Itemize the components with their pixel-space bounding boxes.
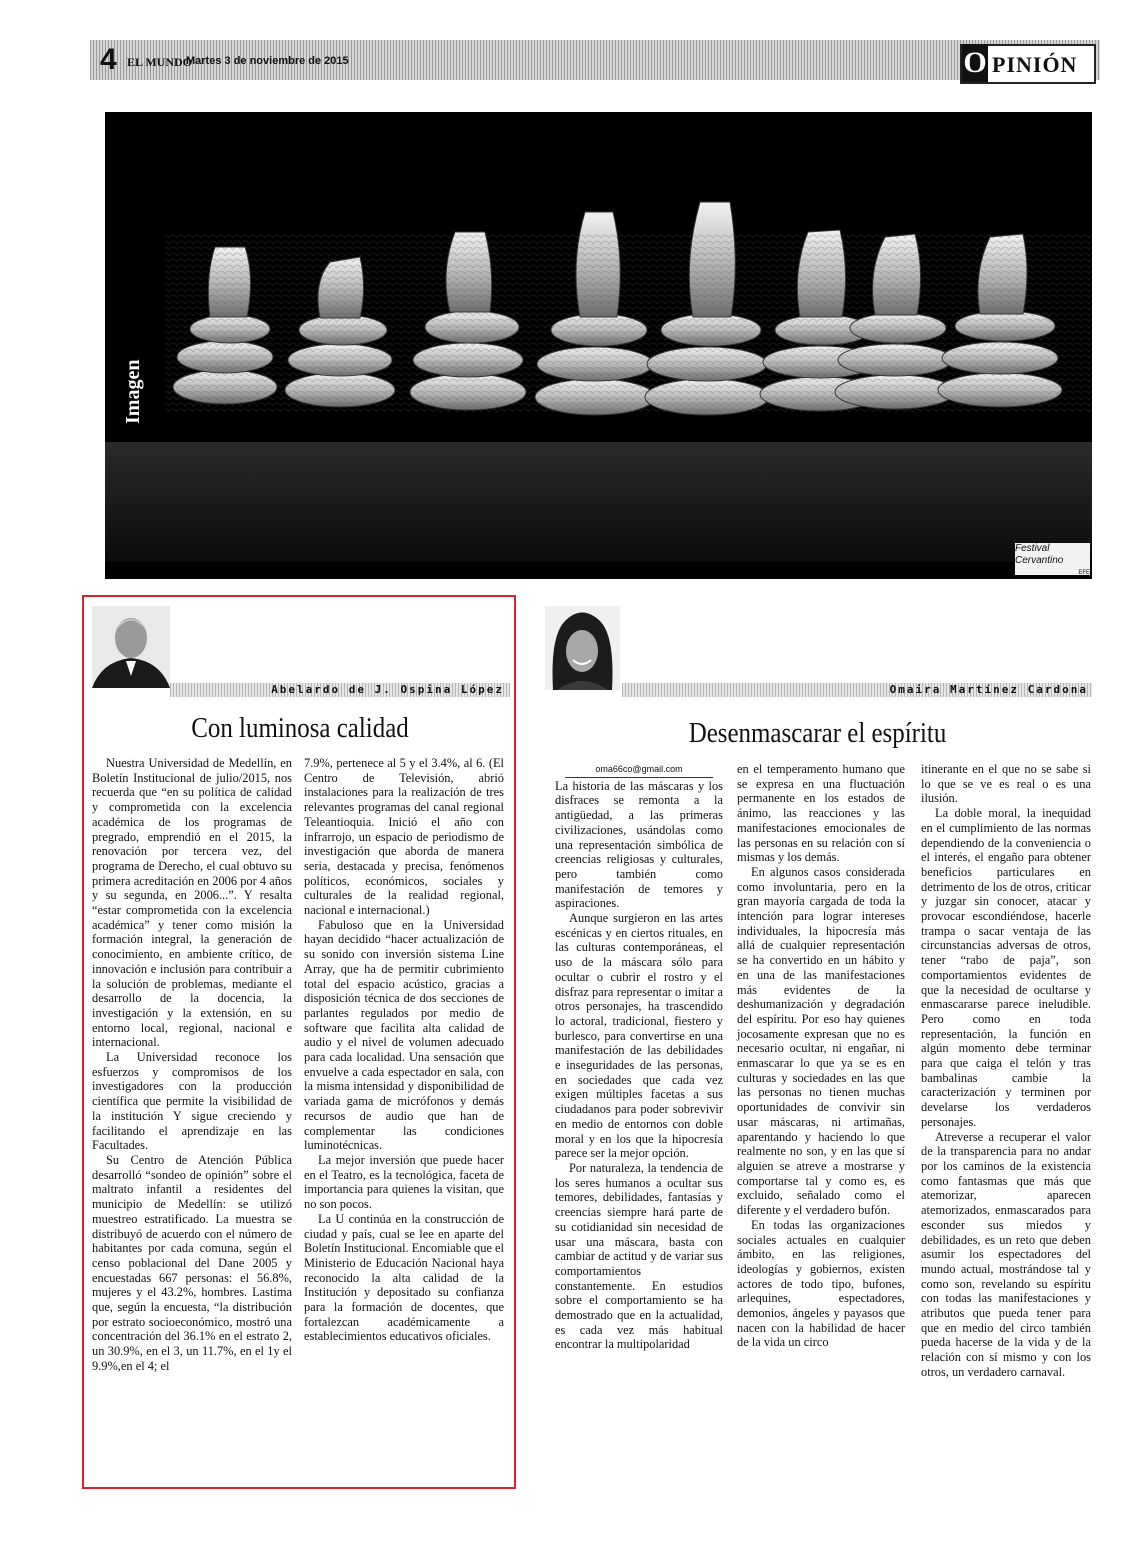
paragraph: 7.9%, pertenece al 5 y el 3.4%, al 6. (El Centro de Televisión, abrió instalaciones para la realización de tres relevantes programas del canal regional Teleantioquia. Inició el año con infrarrojo, un espacio de periodismo de investigación que aborda de manera seria, destacada y precisa, fenómenos políticos, económicos, sociales y culturales de la realidad regional, nacional e internacional.) — [304, 756, 504, 918]
author-photo — [92, 606, 170, 688]
feature-photo — [105, 112, 1092, 579]
paragraph: La historia de las máscaras y los disfraces se remonta a la antigüedad, a las primeras civilizaciones, usándolas como una representación simbólica de creencias religiosas y culturales, pero también como manifestación de temores y aspiraciones. — [555, 778, 723, 911]
author-name: Abelardo de J. Ospina López — [271, 683, 504, 696]
paragraph: Fabuloso que en la Universidad hayan decidido “hacer actualización de su sonido con inversión sistema Line Array, que ha de permitir cubrimiento total del espacio acústico, gracias a disposición técnica de dos secciones de parlantes regulados por medio de software que facilita alta calidad de audio y el nivel de volumen adecuado para cada localidad. Una sensación que envuelve a cada espectador en sala, con la misma intensidad y disponibilidad de variada gama de micrófonos y demás recursos de audio que han de complementar las condiciones luminotécnicas. — [304, 917, 504, 1153]
section-name: PINIÓN — [992, 52, 1078, 77]
paragraph: itinerante en el que no se sabe si lo que se ve es real o es una ilusión. — [921, 762, 1091, 806]
paragraph: Por naturaleza, la tendencia de los seres humanos a ocultar sus temores, debilidades, fantasías y creencias siempre hará parte de su cotidianidad sin necesidad de usar una máscara, basta con cambiar de actitud y de variar sus comportamientos constantemente. En estudios sobre el comportamiento se ha demostrado que en la actualidad, es cada vez más habitual encontrar la multipolaridad — [555, 1160, 723, 1352]
image-section-label: Imagen — [122, 359, 144, 424]
article-column-1 — [555, 762, 723, 1352]
paragraph: La doble moral, la inequidad en el cumplimiento de las normas dependiendo de la conveniencia o el interés, el engaño para obtener beneficios particulares en detrimento de los de otros, criticar y juzgar sin conocer, atacar y provocar escondiéndose, hacerle trampa o sacar ventaja de las circunstancias adversas de otros, tener “rabo de paja”, son comportamientos evidentes de que la necesidad de ocultarse y enmascararse parece ineludible. Pero como en toda representación, la función en algún momento debe terminar para que caiga el telón y tras bambalinas cambie la caracterización y terminen por develarse los verdaderos personajes. — [921, 806, 1091, 1129]
paragraph: La Universidad reconoce los esfuerzos y compromisos de los investigadores con la producción científica que permite la visibilidad de la institución Y sigue creciendo y facilitando el aprendizaje en las Facultades. — [92, 1050, 292, 1153]
paragraph: En todas las organizaciones sociales actuales en cualquier ámbito, en las religiones, ideologías y gobiernos, existen actores de todo tipo, bufones, arlequines, espectadores, demonios, ángeles y payasos que nacen con la habilidad de hacer de la vida un circo — [737, 1217, 905, 1350]
paragraph: En algunos casos considerada como involuntaria, pero en la gran mayoría cargada de toda la intención para lograr intereses individuales, la hipocresía más allá de cualquier representación se ha convertido en un hábito y en una de las manifestaciones más evidentes de la deshumanización y degradación del espíritu. Por eso hay quienes jocosamente expresan que no es necesario ocultar, ni engañar, ni enmascarar lo que ya se es en culturas y sociedades en las que las personas no tienen muchas oportunidades de convivir sin usar máscaras, ni artimañas, aparentando y haciendo lo que realmente no son, y en las que sí alguien se atreve a mostrarse y comportarse tal y como es, es excluido, señalado como el diferente y el verdadero bufón. — [737, 864, 905, 1218]
section-title — [960, 44, 1096, 84]
paragraph: La U continúa en la construcción de ciudad y país, cual se lee en aparte del Boletín Institucional. Encomiable que el Ministerio de Educación Nacional haya reconocido la alta calidad de la Institución y depositado su confianza para la formación de docentes, que fortalezcan académicamente a establecimientos educativos oficiales. — [304, 1211, 504, 1344]
paragraph: Nuestra Universidad de Medellín, en Boletín Institucional de julio/2015, nos recuerda que “en su política de calidad y comprometida con la excelencia académica de los programas de pregrado, emprendió en el 2015, la renovación por tercera vez, del programa de Derecho, el cual obtuvo su primera acreditación en 2006 por 4 años y su segunda, en 2006...”. Y resalta “estar comprometida con la excelencia académica” y tener como misión la formación integral, la generación de conocimiento, en ambiente crítico, de innovación e inclusión para contribuir a la solución de problemas, mediante el desarrollo de la docencia, la investigación y la extensión, en su entorno local, regional, nacional e internacional. — [92, 756, 292, 1050]
author-name: Omaira Martínez Cardona — [889, 683, 1088, 696]
article-column-2 — [737, 762, 905, 1350]
photo-caption — [1015, 543, 1090, 575]
page-number: 4 — [100, 43, 117, 76]
paragraph: Su Centro de Atención Pública desarrolló “sondeo de opinión” sobre el maltrato infantil a residentes del municipio de Medellín: se utilizó muestreo estratificado. La muestra se distribuyó de acuerdo con el número de habitantes por cada comuna, según el censo poblacional del Dane 2005 y encuestadas 667 personas: el 56.8%, mujeres y el 43.2%, hombres. Lastima que, según la encuesta, “la distribución por estrato socioeconómico, mostró una concentración del 36.1% en el estrato 2, un 30.9%, en el 3, un 11.7%, en el 1y el 9.9%,en el 4; el — [92, 1152, 292, 1373]
article-column-3 — [921, 762, 1091, 1380]
author-email: oma66co@gmail.com — [565, 762, 713, 778]
paragraph: Atreverse a recuperar el valor de la transparencia para no andar por los caminos de la existencia como fantasmas que más que atemorizar, aparecen atemorizados, enmascarados para esconder sus miedos y debilidades, es un reto que deben asumir los espectadores del mundo actual, mostrándose tal y como son, revelando su espíritu con todas las manifestaciones y atributos que pueda tener para que en medio del circo también pueda hacerse de la vida y de la relación con sí mismo y con los otros, un verdadero carnaval. — [921, 1129, 1091, 1379]
issue-date: Martes 3 de noviembre de 2015 — [186, 55, 349, 67]
article-column-2 — [304, 756, 504, 1344]
dragon-sculptures-illustration — [105, 112, 1092, 579]
paragraph: Aunque surgieron en las artes escénicas y en ciertos rituales, en las culturas contemporáneas, el uso de la máscara sólo para ocultar o cubrir el rostro y el disfraz para representar o imitar a otros personajes, ha trascendido lo actoral, tradicional, fiestero y burlesco, para convertirse en una manifestación de las debilidades e inseguridades de las personas, en sociedades que cada vez exigen múltiples facetas a sus ciudadanos para poder sobrevivir en medio de entornos con doble moral y en los que la hipocresía parece ser la mejor opción. — [555, 911, 723, 1161]
paragraph: en el temperamento humano que se expresa en una fluctuación permanente en los estados de ánimo, las reacciones y las manifestaciones emocionales de las personas en su relación con sí mismas y los demás. — [737, 762, 905, 865]
paragraph: La mejor inversión que puede hacer en el Teatro, es la tecnológica, faceta de importancia para quienes la visitan, que no son pocos. — [304, 1152, 504, 1212]
photo-credit: EFE — [1078, 570, 1090, 576]
section-initial: O — [962, 44, 988, 82]
article-headline: Desenmascarar el espíritu — [688, 717, 947, 749]
article-column-1 — [92, 756, 292, 1374]
article-headline: Con luminosa calidad — [191, 712, 409, 744]
caption-subtitle: Cervantino — [1015, 555, 1064, 566]
author-photo — [545, 606, 620, 690]
newspaper-name: EL MUNDO — [127, 55, 193, 69]
caption-title: Festival — [1015, 543, 1050, 554]
